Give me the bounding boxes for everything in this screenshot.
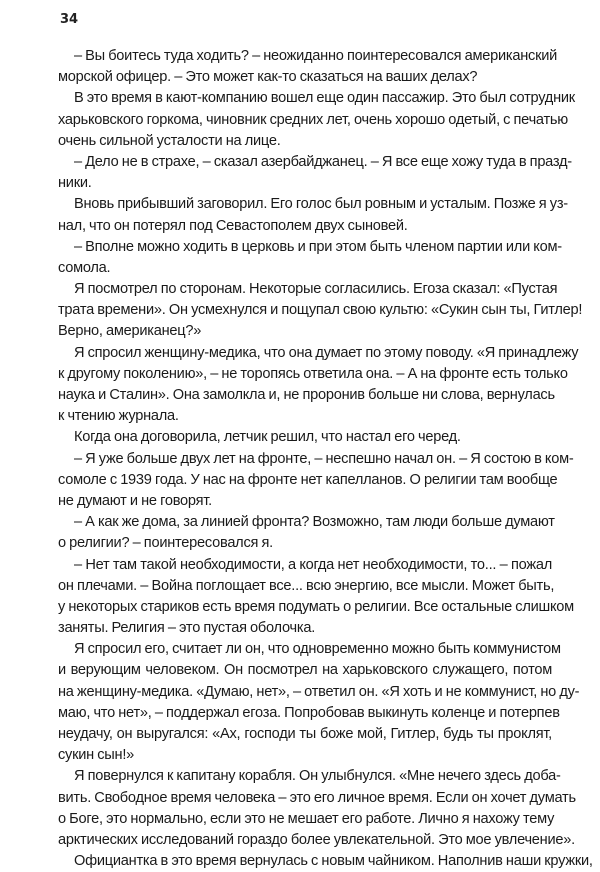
text-line: сомола. xyxy=(58,259,111,276)
text-line: вить. Свободное время человека – это его личное время. Если он хочет думать xyxy=(58,789,576,806)
text-line: заняты. Религия – это пустая оболочка. xyxy=(58,620,316,637)
text-line: – Вы боитесь туда ходить? – неожиданно поинтересовался американский xyxy=(74,48,558,64)
text-line: у некоторых стариков есть время подумать о религии. Все остальные слишком xyxy=(58,598,574,615)
text-line: сомоле с 1939 года. У нас на фронте нет капелланов. О религии там вообще xyxy=(58,471,558,488)
text-line: Когда она договорила, летчик решил, что настал его черед. xyxy=(74,429,461,446)
text-line: маю, что нет», – поддержал егоза. Попробовав выкинуть коленце и потерпев xyxy=(58,704,560,721)
text-line: морской офицер. – Это может как-то сказаться на ваших делах? xyxy=(58,69,478,86)
text-line: – Я уже больше двух лет на фронте, – неспешно начал он. – Я состою в ком- xyxy=(74,450,574,467)
text-line: о Боге, это нормально, если это не мешает его работе. Лично я нахожу тему xyxy=(58,810,555,827)
text-line: ники. xyxy=(58,175,92,192)
text-line: трата времени». Он усмехнулся и пощупал свою культю: «Сукин сын ты, Гитлер! xyxy=(58,302,583,319)
text-line: харьковского горкома, чиновник средних лет, очень хорошо одетый, с печатью xyxy=(58,111,568,128)
text-line: наука и Сталин». Она замолкла и, не проронив больше ни слова, вернулась xyxy=(58,387,555,403)
text-line: – А как же дома, за линией фронта? Возможно, там люди больше думают xyxy=(74,514,555,531)
text-line: Я повернулся к капитану корабля. Он улыбнулся. «Мне нечего здесь доба- xyxy=(74,768,561,785)
text-line: он плечами. – Война поглощает все... всю энергию, все мысли. Может быть, xyxy=(58,577,555,594)
text-line: и верующим человеком. Он посмотрел на харьковского служащего, потом xyxy=(58,662,552,679)
text-line: Я спросил женщину-медика, что она думает по этому поводу. «Я принадлежу xyxy=(74,344,579,361)
text-line: Я посмотрел по сторонам. Некоторые согласились. Егоза сказал: «Пустая xyxy=(74,281,558,298)
text-line: В это время в кают-компанию вошел еще один пассажир. Это был сотрудник xyxy=(74,90,575,107)
text-line: Верно, американец?» xyxy=(58,323,202,340)
text-line: – Вполне можно ходить в церковь и при этом быть членом партии или ком- xyxy=(74,238,562,255)
text-line: не думают и не говорят. xyxy=(58,492,212,509)
text-line: арктических исследований гораздо более увлекательной. Это мое увлечение». xyxy=(58,831,575,848)
text-line: Официантка в это время вернулась с новым чайником. Наполнив наши кружки, xyxy=(74,853,593,870)
text-line: неудачу, он выругался: «Ах, господи ты боже мой, Гитлер, будь ты проклят, xyxy=(58,726,552,742)
text-line: к другому поколению», – не торопясь ответила она. – А на фронте есть только xyxy=(58,365,568,382)
page-number: 34 xyxy=(60,12,79,27)
text-line: к чтению журнала. xyxy=(58,408,179,425)
text-line: очень сильной усталости на лице. xyxy=(58,132,281,149)
text-line: сукин сын!» xyxy=(58,747,135,764)
text-line: Я спросил его, считает ли он, что одновременно можно быть коммунистом xyxy=(74,641,561,658)
text-line: – Дело не в страхе, – сказал азербайджанец. – Я все еще хожу туда в празд- xyxy=(74,153,572,170)
body-text xyxy=(58,46,593,872)
text-line: Вновь прибывший заговорил. Его голос был ровным и усталым. Позже я уз- xyxy=(74,196,568,213)
text-line: о религии? – поинтересовался я. xyxy=(58,535,273,552)
text-line: нал, что он потерял под Севастополем двух сыновей. xyxy=(58,217,408,234)
text-line: – Нет там такой необходимости, а когда нет необходимости, то... – пожал xyxy=(74,556,552,573)
text-line: на женщину-медика. «Думаю, нет», – ответил он. «Я хоть и не коммунист, но ду- xyxy=(58,683,580,700)
